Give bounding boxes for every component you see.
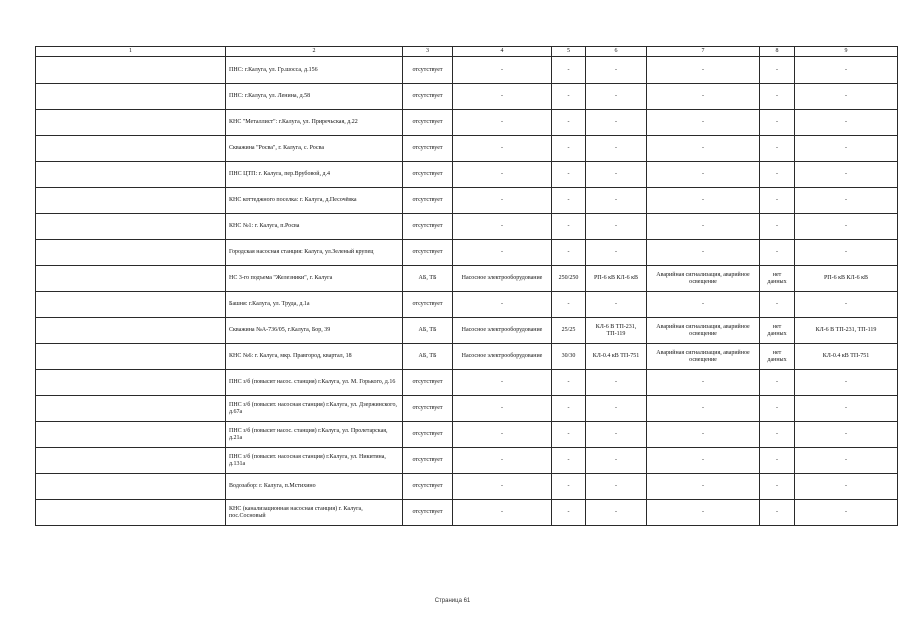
row-cell-c8: нет данных <box>760 344 795 370</box>
row-cell-c3: отсутствует <box>403 292 453 318</box>
table-row <box>36 136 898 162</box>
row-cell-c7: - <box>647 214 760 240</box>
table-row <box>36 110 898 136</box>
row-cell-c3: отсутствует <box>403 57 453 84</box>
header-cell: 2 <box>226 47 403 57</box>
row-cell-col1 <box>36 214 226 240</box>
row-cell-c4: - <box>453 448 552 474</box>
table-row <box>36 396 898 422</box>
row-cell-c6: - <box>586 292 647 318</box>
row-cell-col1 <box>36 500 226 526</box>
row-cell-c4: - <box>453 422 552 448</box>
row-cell-c2: ПНС з/б (повысит. насосная станция) г.Калуга, ул. Никитина, д.131а <box>226 448 403 474</box>
row-cell-c9: - <box>795 162 898 188</box>
row-cell-c6: - <box>586 57 647 84</box>
row-cell-c6: - <box>586 110 647 136</box>
row-cell-c9: - <box>795 422 898 448</box>
row-cell-c3: отсутствует <box>403 162 453 188</box>
row-cell-c6: КЛ-0.4 кВ ТП-751 <box>586 344 647 370</box>
header-cell: 3 <box>403 47 453 57</box>
row-cell-c6: - <box>586 136 647 162</box>
row-cell-c7: - <box>647 84 760 110</box>
row-cell-c8: нет данных <box>760 318 795 344</box>
row-cell-c4: - <box>453 292 552 318</box>
table-row <box>36 188 898 214</box>
row-cell-c8: - <box>760 110 795 136</box>
table-row <box>36 474 898 500</box>
row-cell-c3: отсутствует <box>403 448 453 474</box>
row-cell-col1 <box>36 344 226 370</box>
row-cell-c9: - <box>795 136 898 162</box>
row-cell-c5: - <box>552 57 586 84</box>
row-cell-c3: отсутствует <box>403 136 453 162</box>
row-cell-c7: - <box>647 188 760 214</box>
row-cell-c5: - <box>552 188 586 214</box>
row-cell-c3: отсутствует <box>403 396 453 422</box>
row-cell-c5: - <box>552 396 586 422</box>
row-cell-col1 <box>36 162 226 188</box>
header-cell: 8 <box>760 47 795 57</box>
row-cell-c5: - <box>552 370 586 396</box>
header-cell: 5 <box>552 47 586 57</box>
row-cell-c2: Скважина "Росва", г. Калуга, с. Росва <box>226 136 403 162</box>
row-cell-c4: - <box>453 240 552 266</box>
row-cell-col1 <box>36 474 226 500</box>
row-cell-c7: Аварийная сигнализация, аварийное освещение <box>647 344 760 370</box>
row-cell-c5: - <box>552 110 586 136</box>
row-cell-c6: - <box>586 240 647 266</box>
table-row <box>36 500 898 526</box>
row-cell-c8: - <box>760 84 795 110</box>
row-cell-c6: - <box>586 448 647 474</box>
row-cell-col1 <box>36 136 226 162</box>
page-number: Страница 61 <box>434 598 471 604</box>
row-cell-c8: - <box>760 500 795 526</box>
row-cell-c5: 30/30 <box>552 344 586 370</box>
row-cell-col1 <box>36 110 226 136</box>
row-cell-c8: - <box>760 188 795 214</box>
row-cell-c8: - <box>760 370 795 396</box>
row-cell-c3: отсутствует <box>403 214 453 240</box>
row-cell-c3: отсутствует <box>403 188 453 214</box>
table-row <box>36 318 898 344</box>
header-cell: 6 <box>586 47 647 57</box>
row-cell-c9: - <box>795 370 898 396</box>
header-cell: 9 <box>795 47 898 57</box>
row-cell-c7: - <box>647 57 760 84</box>
row-cell-c6: РП-6 кВ КЛ-6 кВ <box>586 266 647 292</box>
row-cell-c2: ПНС з/б (повысит насос. станция) г.Калуга, ул. М. Горького, д.16 <box>226 370 403 396</box>
row-cell-col1 <box>36 240 226 266</box>
row-cell-c4: - <box>453 57 552 84</box>
row-cell-c8: нет данных <box>760 266 795 292</box>
row-cell-c6: - <box>586 422 647 448</box>
row-cell-c9: - <box>795 396 898 422</box>
row-cell-c5: - <box>552 240 586 266</box>
row-cell-c6: - <box>586 188 647 214</box>
table-body <box>36 47 898 526</box>
row-cell-c6: - <box>586 214 647 240</box>
row-cell-c9: - <box>795 500 898 526</box>
row-cell-c4: - <box>453 370 552 396</box>
table-row <box>36 266 898 292</box>
row-cell-c8: - <box>760 474 795 500</box>
table-row <box>36 448 898 474</box>
row-cell-c7: - <box>647 396 760 422</box>
row-cell-c7: - <box>647 500 760 526</box>
row-cell-c3: отсутствует <box>403 422 453 448</box>
row-cell-col1 <box>36 448 226 474</box>
row-cell-c4: - <box>453 396 552 422</box>
row-cell-c7: - <box>647 162 760 188</box>
row-cell-c7: - <box>647 240 760 266</box>
row-cell-c7: Аварийная сигнализация, аварийное освещение <box>647 318 760 344</box>
row-cell-c6: - <box>586 162 647 188</box>
header-row <box>36 47 898 57</box>
row-cell-c4: - <box>453 474 552 500</box>
row-cell-c4: Насосное электрооборудование <box>453 318 552 344</box>
row-cell-c5: - <box>552 500 586 526</box>
row-cell-c8: - <box>760 422 795 448</box>
row-cell-c8: - <box>760 162 795 188</box>
row-cell-c6: - <box>586 500 647 526</box>
row-cell-c9: - <box>795 84 898 110</box>
row-cell-c3: отсутствует <box>403 500 453 526</box>
row-cell-c2: ПНС з/б (повысит. насосная станция) г.Калуга, ул. Дзержинского, д.67а <box>226 396 403 422</box>
row-cell-c4: - <box>453 188 552 214</box>
row-cell-c4: Насосное электрооборудование <box>453 266 552 292</box>
data-table <box>35 46 898 526</box>
row-cell-col1 <box>36 84 226 110</box>
row-cell-c3: отсутствует <box>403 370 453 396</box>
row-cell-c5: - <box>552 214 586 240</box>
row-cell-c2: КНС "Металлист": г.Калуга, ул. Приречьская, д.22 <box>226 110 403 136</box>
row-cell-c3: отсутствует <box>403 474 453 500</box>
row-cell-c3: АБ, ТБ <box>403 344 453 370</box>
row-cell-c8: - <box>760 240 795 266</box>
row-cell-col1 <box>36 188 226 214</box>
header-cell: 4 <box>453 47 552 57</box>
row-cell-c5: - <box>552 162 586 188</box>
row-cell-c6: КЛ-6 В ТП-231, ТП-119 <box>586 318 647 344</box>
row-cell-c3: отсутствует <box>403 110 453 136</box>
row-cell-c2: ПНС: г.Калуга, ул. Гр.шосса, д.156 <box>226 57 403 84</box>
row-cell-c4: - <box>453 110 552 136</box>
row-cell-c2: ПНС ЦТП: г. Калуга, пер.Врубовой, д.4 <box>226 162 403 188</box>
row-cell-c9: РП-6 кВ КЛ-6 кВ <box>795 266 898 292</box>
table-row <box>36 84 898 110</box>
row-cell-c5: 25/25 <box>552 318 586 344</box>
table-row <box>36 370 898 396</box>
row-cell-c5: - <box>552 474 586 500</box>
row-cell-c7: - <box>647 136 760 162</box>
row-cell-c4: - <box>453 214 552 240</box>
row-cell-c8: - <box>760 136 795 162</box>
row-cell-c5: - <box>552 292 586 318</box>
header-cell: 7 <box>647 47 760 57</box>
row-cell-c7: - <box>647 474 760 500</box>
row-cell-c2: ПНС з/б (повысит насос. станция) г.Калуга, ул. Пролетарская, д.21а <box>226 422 403 448</box>
row-cell-c8: - <box>760 214 795 240</box>
table-row <box>36 422 898 448</box>
table-row <box>36 240 898 266</box>
row-cell-c7: Аварийная сигнализация, аварийное освещение <box>647 266 760 292</box>
row-cell-c9: - <box>795 110 898 136</box>
row-cell-c5: - <box>552 422 586 448</box>
row-cell-c9: КЛ-0.4 кВ ТП-751 <box>795 344 898 370</box>
row-cell-c4: - <box>453 500 552 526</box>
row-cell-c7: - <box>647 370 760 396</box>
row-cell-c8: - <box>760 448 795 474</box>
row-cell-col1 <box>36 318 226 344</box>
row-cell-c4: - <box>453 136 552 162</box>
row-cell-col1 <box>36 57 226 84</box>
row-cell-col1 <box>36 396 226 422</box>
row-cell-c7: - <box>647 292 760 318</box>
row-cell-c2: НС 3-го подъема "Железники", г. Калуга <box>226 266 403 292</box>
row-cell-c2: Башня: г.Калуга, ул. Труда, д.1а <box>226 292 403 318</box>
row-cell-c6: - <box>586 396 647 422</box>
row-cell-c2: КНС (канализационная насосная станция) г. Калуга, пос.Сосновый <box>226 500 403 526</box>
row-cell-c8: - <box>760 292 795 318</box>
row-cell-c6: - <box>586 370 647 396</box>
row-cell-c9: - <box>795 188 898 214</box>
row-cell-c9: - <box>795 240 898 266</box>
row-cell-c2: КНС №6: г. Калуга, мкр. Правгород, квартал, 18 <box>226 344 403 370</box>
row-cell-c2: Водозабор: г. Калуга, п.Мстихино <box>226 474 403 500</box>
row-cell-c9: - <box>795 214 898 240</box>
row-cell-c6: - <box>586 84 647 110</box>
row-cell-c9: - <box>795 474 898 500</box>
row-cell-c6: - <box>586 474 647 500</box>
row-cell-c2: Скважина №А-736/05, г.Калуга, Бор, 39 <box>226 318 403 344</box>
table-row <box>36 292 898 318</box>
row-cell-c2: КНС коттеджного поселка: г. Калуга, д.Песочёвка <box>226 188 403 214</box>
row-cell-c5: 250/250 <box>552 266 586 292</box>
row-cell-col1 <box>36 422 226 448</box>
row-cell-c4: - <box>453 162 552 188</box>
row-cell-c9: - <box>795 292 898 318</box>
row-cell-c9: - <box>795 57 898 84</box>
row-cell-c9: - <box>795 448 898 474</box>
row-cell-c7: - <box>647 110 760 136</box>
row-cell-c2: КНС №1: г. Калуга, п.Росва <box>226 214 403 240</box>
row-cell-c3: АБ, ТБ <box>403 318 453 344</box>
table-row <box>36 162 898 188</box>
row-cell-c5: - <box>552 136 586 162</box>
row-cell-c7: - <box>647 422 760 448</box>
row-cell-c8: - <box>760 57 795 84</box>
row-cell-c8: - <box>760 396 795 422</box>
row-cell-c4: Насосное электрооборудование <box>453 344 552 370</box>
row-cell-c9: КЛ-6 В ТП-231, ТП-119 <box>795 318 898 344</box>
row-cell-c3: АБ, ТБ <box>403 266 453 292</box>
row-cell-col1 <box>36 266 226 292</box>
header-cell: 1 <box>36 47 226 57</box>
row-cell-c5: - <box>552 84 586 110</box>
row-cell-c3: отсутствует <box>403 84 453 110</box>
row-cell-c3: отсутствует <box>403 240 453 266</box>
row-cell-c4: - <box>453 84 552 110</box>
table-row <box>36 57 898 84</box>
row-cell-c5: - <box>552 448 586 474</box>
row-cell-c7: - <box>647 448 760 474</box>
row-cell-c2: Городская насосная станция: Калуга, ул.Зеленый крупец <box>226 240 403 266</box>
table-row <box>36 214 898 240</box>
table-row <box>36 344 898 370</box>
row-cell-c2: ПНС: г.Калуга, ул. Ленина, д.58 <box>226 84 403 110</box>
row-cell-col1 <box>36 370 226 396</box>
row-cell-col1 <box>36 292 226 318</box>
